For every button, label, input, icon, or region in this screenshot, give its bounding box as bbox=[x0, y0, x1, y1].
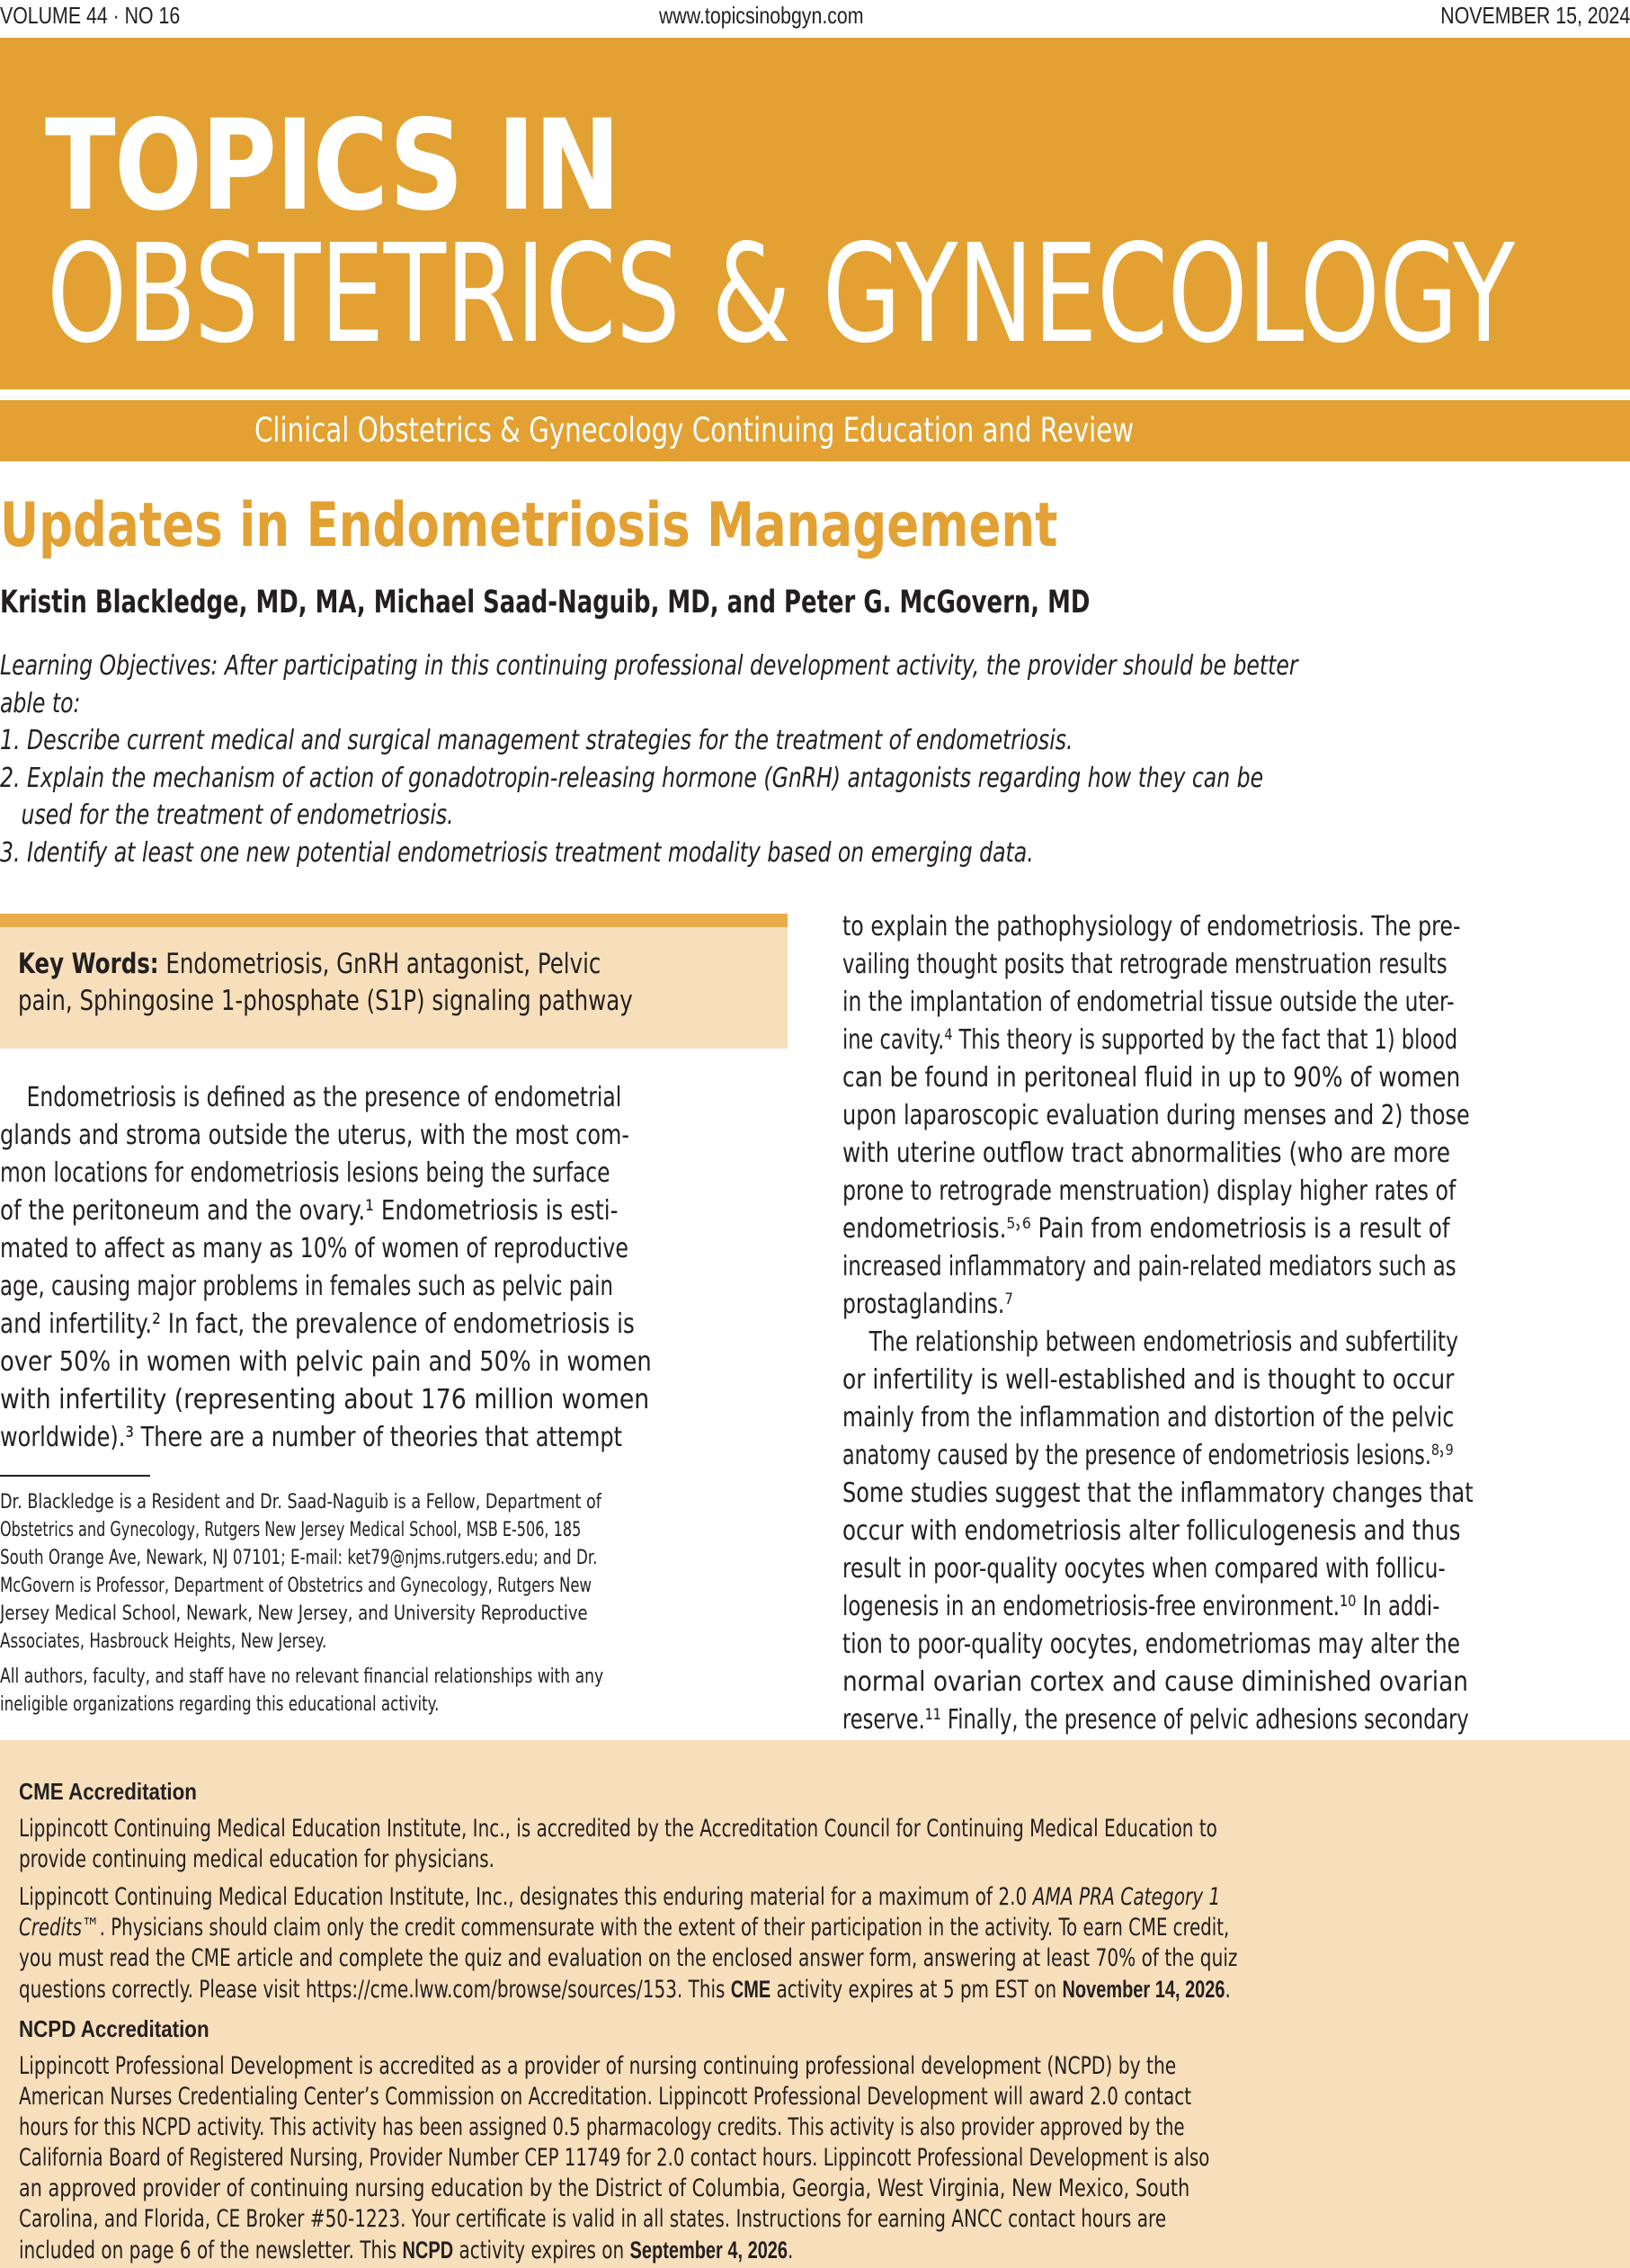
cme-line: ™. Physicians should claim only the credit commensurate with the extent of their participation in the activity. To earn CME credit, bbox=[81, 1914, 1230, 1942]
body-line: Some studies suggest that the inflammatory changes that bbox=[842, 1478, 1474, 1509]
body-line: or infertility is well-established and is thought to occur bbox=[842, 1364, 1455, 1396]
cme-accreditation-statement bbox=[19, 1814, 1619, 1875]
body-line: endometriosis.⁵˒⁶ Pain from endometriosis is a result of bbox=[842, 1213, 1450, 1245]
body-line: normal ovarian cortex and cause diminished ovarian bbox=[842, 1666, 1469, 1698]
punctuation: . bbox=[1225, 1976, 1231, 2004]
keywords-box bbox=[0, 914, 788, 1049]
ncpd-heading: NCPD Accreditation bbox=[19, 2015, 209, 2042]
objectives-intro-line: Learning Objectives: After participating in this continuing professional development activity, the provider should be better bbox=[0, 650, 1298, 682]
objective-item: 2. Explain the mechanism of action of gonadotropin-releasing hormone (GnRH) antagonists regarding how they can be bbox=[0, 762, 1264, 794]
cme-line: you must read the CME article and complete the quiz and evaluation on the enclosed answer form, answering at least 70% of the quiz bbox=[19, 1944, 1238, 1972]
accreditation-panel bbox=[0, 1740, 1630, 2268]
article-title: Updates in Endometriosis Management bbox=[0, 490, 1058, 561]
body-line: glands and stroma outside the uterus, with the most com- bbox=[0, 1120, 630, 1151]
keywords-values-continued: pain, Sphingosine 1-phosphate (S1P) signaling pathway bbox=[18, 985, 633, 1017]
ncpd-line: an approved provider of continuing nursing education by the District of Columbia, Georgia, West Virginia, New Mexico, South bbox=[19, 2174, 1190, 2202]
tagline-banner bbox=[0, 400, 1630, 461]
body-line: occur with endometriosis alter folliculogenesis and thus bbox=[842, 1515, 1461, 1547]
objective-item: 1. Describe current medical and surgical management strategies for the treatment of endometriosis. bbox=[0, 725, 1073, 756]
body-line: result in poor-quality oocytes when compared with follicu- bbox=[842, 1553, 1446, 1585]
footnote-divider bbox=[0, 1475, 150, 1477]
cme-heading: CME Accreditation bbox=[19, 1778, 197, 1805]
body-line: mon locations for endometriosis lesions being the surface bbox=[0, 1157, 610, 1189]
body-line: Endometriosis is defined as the presence of endometrial bbox=[26, 1082, 622, 1113]
body-line: in the implantation of endometrial tissue outside the uter- bbox=[842, 987, 1455, 1018]
objective-item-continued: used for the treatment of endometriosis. bbox=[21, 799, 454, 831]
volume-number: VOLUME 44 · NO 16 bbox=[0, 2, 181, 29]
ncpd-line: included on page 6 of the newsletter. This bbox=[19, 2237, 403, 2264]
ncpd-expiry-date: September 4, 2026 bbox=[629, 2237, 788, 2264]
affiliation-line: McGovern is Professor, Department of Obstetrics and Gynecology, Rutgers New bbox=[0, 1575, 592, 1597]
ncpd-label: NCPD bbox=[402, 2237, 454, 2264]
objectives-intro-line: able to: bbox=[0, 687, 81, 719]
affiliation-line: Jersey Medical School, Newark, New Jersey, and University Reproductive bbox=[0, 1603, 588, 1625]
issue-date: NOVEMBER 15, 2024 bbox=[1440, 2, 1630, 29]
body-column-right bbox=[842, 908, 1630, 1739]
cme-expiry-date: November 14, 2026 bbox=[1062, 1976, 1225, 2003]
body-line: mated to affect as many as 10% of women of reproductive bbox=[0, 1233, 628, 1264]
keywords-label: Key Words: bbox=[18, 948, 159, 980]
body-column-left bbox=[0, 1079, 788, 1457]
author-affiliations bbox=[0, 1488, 788, 1719]
body-line: tion to poor-quality oocytes, endometriomas may alter the bbox=[842, 1629, 1460, 1660]
affiliation-line: Obstetrics and Gynecology, Rutgers New Jersey Medical School, MSB E-506, 185 bbox=[0, 1519, 582, 1541]
body-line: The relationship between endometriosis and subfertility bbox=[868, 1326, 1459, 1358]
body-line: of the peritoneum and the ovary.¹ Endometriosis is esti- bbox=[0, 1195, 619, 1227]
ncpd-line: California Board of Registered Nursing, Provider Number CEP 11749 for 2.0 contact hours. Lippincott Professional Development is also bbox=[19, 2144, 1210, 2172]
body-line: mainly from the inflammation and distortion of the pelvic bbox=[842, 1402, 1455, 1433]
body-line: can be found in peritoneal fluid in up to 90% of women bbox=[842, 1062, 1461, 1094]
body-line: increased inflammatory and pain-related mediators such as bbox=[842, 1251, 1456, 1282]
cme-label: CME bbox=[730, 1976, 771, 2003]
ncpd-line: Carolina, and Florida, CE Broker #50-1223. Your certificate is valid in all states. Instructions for earning ANCC contact hours are bbox=[19, 2205, 1167, 2233]
body-line: worldwide).³ There are a number of theories that attempt bbox=[0, 1422, 623, 1453]
disclosure-line: ineligible organizations regarding this educational activity. bbox=[0, 1693, 440, 1716]
objective-item: 3. Identify at least one new potential endometriosis treatment modality based on emerging data. bbox=[0, 836, 1034, 869]
tagline: Clinical Obstetrics & Gynecology Continuing Education and Review bbox=[254, 411, 1135, 450]
affiliation-line: Dr. Blackledge is a Resident and Dr. Saad-Naguib is a Fellow, Department of bbox=[0, 1491, 601, 1513]
keywords-stripe bbox=[0, 914, 788, 927]
body-line: age, causing major problems in females such as pelvic pain bbox=[0, 1271, 613, 1302]
issue-header bbox=[0, 0, 1630, 36]
cme-credit-statement bbox=[19, 1882, 1619, 2005]
ncpd-line: hours for this NCPD activity. This activity has been assigned 0.5 pharmacology credits. This activity is also provider approved by the bbox=[19, 2113, 1185, 2141]
cme-line: Lippincott Continuing Medical Education Institute, Inc., designates this enduring material for a maximum of 2.0 bbox=[19, 1883, 1033, 1911]
article-authors: Kristin Blackledge, MD, MA, Michael Saad-Naguib, MD, and Peter G. McGovern, MD bbox=[0, 585, 1091, 621]
ncpd-line: activity expires on bbox=[453, 2237, 630, 2264]
disclosure-line: All authors, faculty, and staff have no relevant financial relationships with any bbox=[0, 1665, 604, 1688]
body-line: with infertility (representing about 176 million women bbox=[0, 1384, 650, 1415]
cme-line: provide continuing medical education for physicians. bbox=[19, 1845, 494, 1873]
body-line: vailing thought posits that retrograde menstruation results bbox=[842, 949, 1447, 980]
cme-line: Lippincott Continuing Medical Education Institute, Inc., is accredited by the Accreditation Council for Continuing Medical Education to bbox=[19, 1815, 1217, 1843]
ncpd-line: Lippincott Professional Development is accredited as a provider of nursing continuing professional development (NCPD) by the bbox=[19, 2052, 1177, 2080]
body-line: anatomy caused by the presence of endometriosis lesions.⁸˒⁹ bbox=[842, 1440, 1454, 1471]
website-link[interactable]: www.topicsinobgyn.com bbox=[659, 2, 864, 29]
body-line: and infertility.² In fact, the prevalence of endometriosis is bbox=[0, 1308, 635, 1340]
masthead-line-2: OBSTETRICS & GYNECOLOGY bbox=[47, 215, 1515, 373]
body-line: ine cavity.⁴ This theory is supported by the fact that 1) blood bbox=[842, 1024, 1458, 1056]
body-line: logenesis in an endometriosis-free environment.¹⁰ In addi- bbox=[842, 1591, 1440, 1622]
ncpd-line: American Nurses Credentialing Center’s Commission on Accreditation. Lippincott Professional Development will award 2.0 contact bbox=[19, 2083, 1192, 2111]
ama-credit-designation: Credits bbox=[19, 1914, 82, 1942]
cme-url-text[interactable]: questions correctly. Please visit https://cme.lww.com/browse/sources/153. This bbox=[19, 1976, 731, 2004]
learning-objectives bbox=[0, 647, 1630, 871]
body-line: with uterine outflow tract abnormalities (who are more bbox=[842, 1138, 1450, 1169]
masthead-banner bbox=[0, 38, 1630, 389]
body-line: reserve.¹¹ Finally, the presence of pelvic adhesions secondary bbox=[842, 1704, 1469, 1736]
ama-credit-designation: AMA PRA Category 1 bbox=[1032, 1883, 1221, 1911]
ncpd-accreditation-statement bbox=[19, 2051, 1619, 2265]
body-line: upon laparoscopic evaluation during menses and 2) those bbox=[842, 1100, 1470, 1131]
punctuation: . bbox=[788, 2237, 794, 2264]
body-line: prone to retrograde menstruation) display higher rates of bbox=[842, 1175, 1456, 1207]
affiliation-line: Associates, Hasbrouck Heights, New Jersey. bbox=[0, 1630, 327, 1653]
masthead-line-1: TOPICS IN bbox=[45, 93, 619, 238]
body-line: over 50% in women with pelvic pain and 50% in women bbox=[0, 1346, 652, 1378]
keywords-values: Endometriosis, GnRH antagonist, Pelvic bbox=[158, 948, 601, 980]
affiliation-line: South Orange Ave, Newark, NJ 07101; E-mail: ket79@njms.rutgers.edu; and Dr. bbox=[0, 1547, 598, 1569]
cme-line: activity expires at 5 pm EST on bbox=[770, 1976, 1063, 2004]
body-line: prostaglandins.⁷ bbox=[842, 1289, 1013, 1320]
body-line: to explain the pathophysiology of endometriosis. The pre- bbox=[842, 911, 1461, 942]
